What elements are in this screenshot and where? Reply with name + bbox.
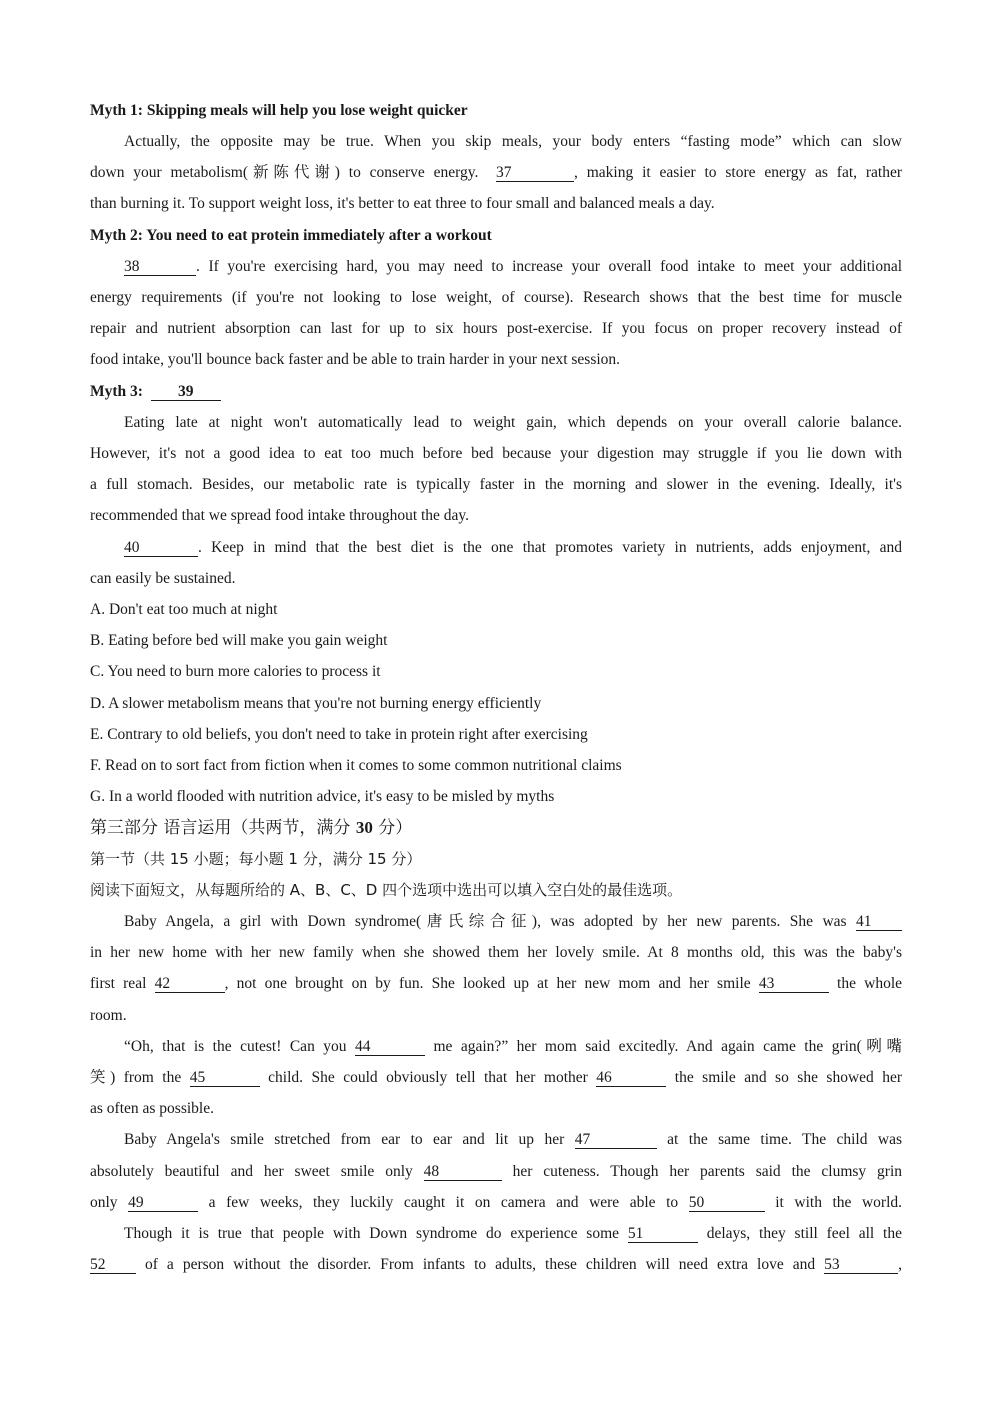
blank-52[interactable]: 52 — [90, 1257, 136, 1274]
passage-p4-line-2 — [90, 1255, 902, 1275]
myth2-line-3: repair and nutrient absorption can last for up to six hours post-exercise. If you focus on proper recovery instead of — [90, 320, 902, 337]
myth3-line-2: However, it's not a good idea to eat too much before bed because your digestion may struggle if you lie down with — [90, 445, 902, 462]
text-run: . Keep in mind that the best diet is the one that promotes variety in nutrients, adds enjoyment, and — [198, 539, 902, 556]
blank-51[interactable]: 51 — [628, 1226, 698, 1243]
myth3-heading — [90, 382, 902, 402]
myth1-heading: Myth 1: Skipping meals will help you lose weight quicker — [90, 102, 468, 119]
text-run: me again?” her mom said excitedly. And again came the grin(咧嘴 — [433, 1038, 903, 1055]
score: 30 — [355, 818, 373, 837]
blank-42[interactable]: 42 — [155, 976, 225, 993]
blank-49[interactable]: 49 — [128, 1195, 198, 1212]
blank-50[interactable]: 50 — [689, 1195, 765, 1212]
text-run: “Oh, that is the cutest! Can you — [124, 1038, 347, 1055]
section1-instruction: 阅读下面短文，从每题所给的 A、B、C、D 四个选项中选出可以填入空白处的最佳选项。 — [90, 881, 683, 899]
myth2-heading: Myth 2: You need to eat protein immediately after a workout — [90, 227, 492, 244]
text-run: a few weeks, they luckily caught it on camera and were able to — [208, 1194, 679, 1211]
passage-p2-line-2 — [90, 1068, 902, 1088]
option-f: F. Read on to sort fact from fiction when it comes to some common nutritional claims — [90, 757, 622, 774]
option-a: A. Don't eat too much at night — [90, 601, 278, 618]
blank-44[interactable]: 44 — [355, 1039, 425, 1056]
text-run: the smile and so she showed her — [674, 1069, 903, 1086]
text-run: delays, they still feel all the — [706, 1225, 902, 1242]
text-run: Myth 3: — [90, 383, 143, 400]
passage-p1-line-1 — [124, 912, 902, 932]
text-run: down your metabolism(新陈代谢) to conserve energy. — [90, 164, 479, 181]
passage-p2-line-3: as often as possible. — [90, 1100, 214, 1117]
closing-line-1 — [124, 538, 902, 558]
blank-46[interactable]: 46 — [596, 1070, 666, 1087]
text-run: her cuteness. Though her parents said the clumsy grin — [512, 1163, 903, 1180]
text-run: Baby Angela's smile stretched from ear to ear and lit up her — [124, 1131, 565, 1148]
passage-p2-line-1 — [124, 1037, 902, 1057]
option-c: C. You need to burn more calories to process it — [90, 663, 381, 680]
blank-38[interactable]: 38 — [124, 259, 196, 276]
section1-heading: 第一节（共 15 小题；每小题 1 分，满分 15 分） — [90, 850, 422, 868]
blank-40[interactable]: 40 — [124, 540, 198, 557]
text-run: , making it easier to store energy as fat, rather — [574, 164, 902, 181]
closing-line-2: can easily be sustained. — [90, 570, 236, 587]
myth1-line-2 — [90, 163, 902, 183]
text-run: 分） — [372, 818, 413, 838]
blank-41[interactable]: 41 — [856, 914, 902, 931]
text-run: 笑) from the — [90, 1069, 182, 1086]
text-run: , not one brought on by fun. She looked up at her new mom and her smile — [224, 975, 751, 992]
text-run: the whole — [837, 975, 903, 992]
passage-p4-line-1 — [124, 1224, 902, 1244]
passage-p1-line-4: room. — [90, 1007, 127, 1024]
blank-48[interactable]: 48 — [424, 1164, 502, 1181]
blank-39[interactable]: 39 — [151, 384, 221, 401]
myth3-line-1: Eating late at night won't automatically lead to weight gain, which depends on your overall calorie balance. — [124, 414, 902, 431]
blank-43[interactable]: 43 — [759, 976, 829, 993]
myth1-line-1: Actually, the opposite may be true. When you skip meals, your body enters “fasting mode” which can slow — [124, 133, 902, 150]
blank-47[interactable]: 47 — [575, 1132, 657, 1149]
text-run: Baby Angela, a girl with Down syndrome(唐氏综合征), was adopted by her new parents. She was — [124, 913, 847, 930]
passage-p1-line-2: in her new home with her new family when she showed them her lovely smile. At 8 months old, this was the baby's — [90, 944, 902, 961]
text-run: child. She could obviously tell that her mother — [268, 1069, 588, 1086]
myth2-line-4: food intake, you'll bounce back faster and be able to train harder in your next session. — [90, 351, 621, 368]
myth2-line-1 — [124, 257, 902, 277]
text-run: Though it is true that people with Down syndrome do experience some — [124, 1225, 620, 1242]
text-run: only — [90, 1194, 118, 1211]
part3-title — [90, 818, 902, 838]
myth3-line-4: recommended that we spread food intake throughout the day. — [90, 507, 470, 524]
text-run: 第三部分 语言运用（共两节，满分 — [90, 818, 356, 838]
text-run: it with the world. — [775, 1194, 902, 1211]
passage-p1-line-3 — [90, 974, 902, 994]
passage-p3-line-2 — [90, 1162, 902, 1182]
blank-45[interactable]: 45 — [190, 1070, 260, 1087]
text-run: of a person without the disorder. From infants to adults, these children will need extra love and — [145, 1256, 816, 1273]
text-run: , — [898, 1256, 903, 1273]
myth3-line-3: a full stomach. Besides, our metabolic rate is typically faster in the morning and slower in the evening. Ideally, it's — [90, 476, 902, 493]
option-b: B. Eating before bed will make you gain weight — [90, 632, 388, 649]
blank-37[interactable]: 37 — [496, 165, 574, 182]
myth2-line-2: energy requirements (if you're not looking to lose weight, of course). Research shows that the best time for muscle — [90, 289, 902, 306]
text-run: . If you're exercising hard, you may need to increase your overall food intake to meet your additional — [196, 258, 902, 275]
option-d: D. A slower metabolism means that you're not burning energy efficiently — [90, 695, 542, 712]
text-run: first real — [90, 975, 147, 992]
option-g: G. In a world flooded with nutrition advice, it's easy to be misled by myths — [90, 788, 555, 805]
text-run: absolutely beautiful and her sweet smile only — [90, 1163, 413, 1180]
passage-p3-line-3 — [90, 1193, 902, 1213]
passage-p3-line-1 — [124, 1130, 902, 1150]
option-e: E. Contrary to old beliefs, you don't need to take in protein right after exercising — [90, 726, 588, 743]
blank-53[interactable]: 53 — [824, 1257, 898, 1274]
text-run: at the same time. The child was — [667, 1131, 903, 1148]
myth1-line-3: than burning it. To support weight loss, it's better to eat three to four small and balanced meals a day. — [90, 195, 715, 212]
